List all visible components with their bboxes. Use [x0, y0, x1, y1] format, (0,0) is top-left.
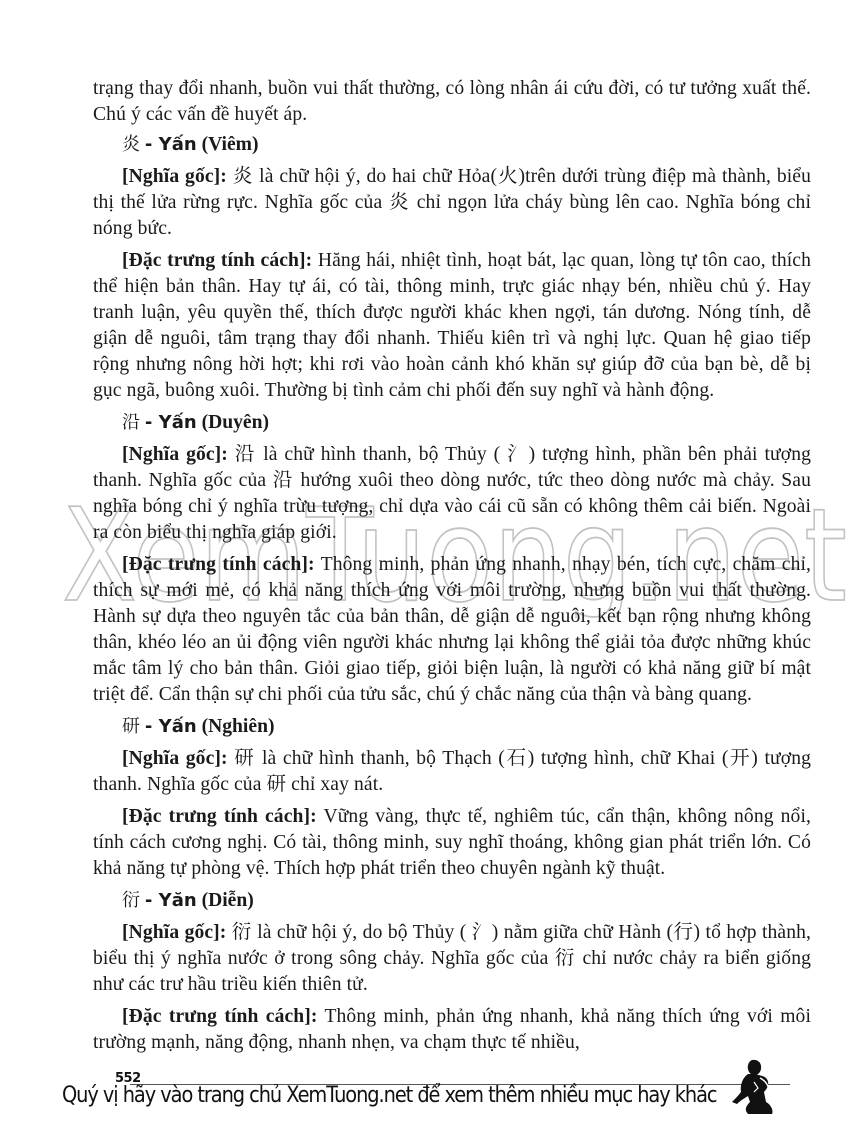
trait-label: [Đặc trưng tính cách]: — [122, 1006, 318, 1027]
entry-heading: 炎 - Yấn (Viêm) — [122, 134, 259, 155]
meaning-label: [Nghĩa gốc]: — [122, 166, 227, 187]
romanization: Yăn — [158, 890, 197, 911]
romanization: Yấn — [158, 412, 197, 433]
meaning-paragraph — [93, 746, 811, 798]
promo-link[interactable]: Quý vị hãy vào trang chủ XemTuong.net để xem thêm nhiều mục hay khác — [62, 1083, 717, 1108]
han-character: 沿 — [122, 412, 140, 433]
trait-paragraph — [93, 248, 811, 404]
romanization: Yấn — [158, 134, 197, 155]
trait-text: Vững vàng, thực tế, nghiêm túc, cẩn thận, không nông nổi, tính cách cương nghị. Có tài, thông minh, suy nghĩ thoáng, không gian phát triển lớn. Có khả năng tự phòng vệ. Thích hợp phát triển theo chuyên ngành kỹ thuật. — [93, 806, 811, 879]
figure-silhouette-icon — [728, 1058, 778, 1116]
vietnamese-reading: (Viêm) — [201, 134, 259, 155]
document-page — [93, 76, 811, 1062]
entry-heading: 研 - Yấn (Nghiên) — [122, 716, 275, 737]
han-character: 炎 — [122, 134, 140, 155]
trait-text: Hăng hái, nhiệt tình, hoạt bát, lạc quan, lòng tự tôn cao, thích thể hiện bản thân. Hay tự ái, có tài, thông minh, trực giác nhạy bén, nhiều chủ ý. Hay tranh luận, yêu quyền thế, thích được người khác khen ngợi, tán dương. Nóng tính, dễ giận dễ nguôi, tâm trạng thay đổi nhanh. Thiếu kiên trì và nghị lực. Quan hệ giao tiếp rộng nhưng nông hời hợt; khi rơi vào hoàn cảnh khó khăn sự giúp đỡ của bạn bè, dễ bị gục ngã, buông xuôi. Thường bị tình cảm chi phối đến suy nghĩ và hành động. — [93, 250, 811, 401]
meaning-paragraph — [93, 442, 811, 546]
meaning-label: [Nghĩa gốc]: — [122, 444, 228, 465]
trait-label: [Đặc trưng tính cách]: — [122, 250, 313, 271]
watermark-text: XemTuong.net — [62, 488, 847, 618]
entry-heading: 衍 - Yăn (Diễn) — [122, 890, 254, 911]
trait-paragraph — [93, 804, 811, 882]
meaning-paragraph — [93, 920, 811, 998]
trait-text: Thông minh, phản ứng nhanh, nhạy bén, tích cực, chăm chỉ, thích sự mới mẻ, có khả năng thích ứng với môi trường, nhưng buồn vui thất thường. Hành sự dựa theo nguyên tắc của bản thân, dễ giận dễ nguôi, kết bạn rộng nhưng không thân, khéo léo an ủi động viên người khác nhưng lại không thể giải tỏa được những khúc mắc tâm lý cho bản thân. Giỏi giao tiếp, giỏi biện luận, là người có khả năng giữ bí mật triệt để. Cẩn thận sự chi phối của tửu sắc, chú ý chắc năng của thận và bàng quang. — [93, 554, 812, 705]
trait-label: [Đặc trưng tính cách]: — [122, 554, 315, 575]
meaning-label: [Nghĩa gốc]: — [122, 922, 227, 943]
intro-paragraph: trạng thay đổi nhanh, buồn vui thất thường, có lòng nhân ái cứu đời, có tư tưởng xuất thế. Chú ý các vấn đề huyết áp. — [93, 78, 811, 125]
trait-text: Thông minh, phản ứng nhanh, khả năng thích ứng với môi trường mạnh, năng động, nhanh nhẹn, va chạm thực tế nhiều, — [93, 1006, 811, 1053]
meaning-text: 炎 là chữ hội ý, do hai chữ Hỏa(火)trên dưới trùng điệp mà thành, biểu thị thế lửa rừng rực. Nghĩa gốc của 炎 chỉ ngọn lửa cháy bùng lên cao. Nghĩa bóng chỉ nóng bức. — [93, 166, 811, 239]
entry-heading: 沿 - Yấn (Duyên) — [122, 412, 270, 433]
han-character: 研 — [122, 716, 140, 737]
vietnamese-reading: (Diễn) — [201, 890, 254, 911]
vietnamese-reading: (Duyên) — [201, 412, 270, 433]
meaning-label: [Nghĩa gốc]: — [122, 748, 228, 769]
vietnamese-reading: (Nghiên) — [201, 716, 275, 737]
meaning-text: 衍 là chữ hội ý, do bộ Thủy ( 氵) nằm giữa chữ Hành (行) tổ hợp thành, biểu thị ý nghĩa nước ở trong sông chảy. Nghĩa gốc của 衍 chỉ nước chảy ra biển giống như các trư hầu triều kiến thiên tử. — [93, 922, 811, 995]
romanization: Yấn — [158, 716, 197, 737]
meaning-text: 沿 là chữ hình thanh, bộ Thủy ( 氵) tượng hình, phần bên phải tượng thanh. Nghĩa gốc của 沿 hướng xuôi theo dòng nước, tức theo dòng nước mà chảy. Sau nghĩa bóng chỉ ý nghĩa trừu tượng, chỉ dựa vào cái cũ sẵn có không thêm cải biến. Ngoài ra còn biểu thị nghĩa giáp giới. — [93, 444, 811, 543]
footer — [40, 1071, 820, 1120]
page-number: 552 — [115, 1071, 141, 1086]
meaning-paragraph — [93, 164, 811, 242]
meaning-text: 研 là chữ hình thanh, bộ Thạch (石) tượng hình, chữ Khai (开) tượng thanh. Nghĩa gốc của 研 chỉ xay nát. — [93, 748, 811, 795]
trait-paragraph — [93, 552, 811, 708]
han-character: 衍 — [122, 890, 140, 911]
trait-paragraph — [93, 1004, 811, 1056]
trait-label: [Đặc trưng tính cách]: — [122, 806, 317, 827]
